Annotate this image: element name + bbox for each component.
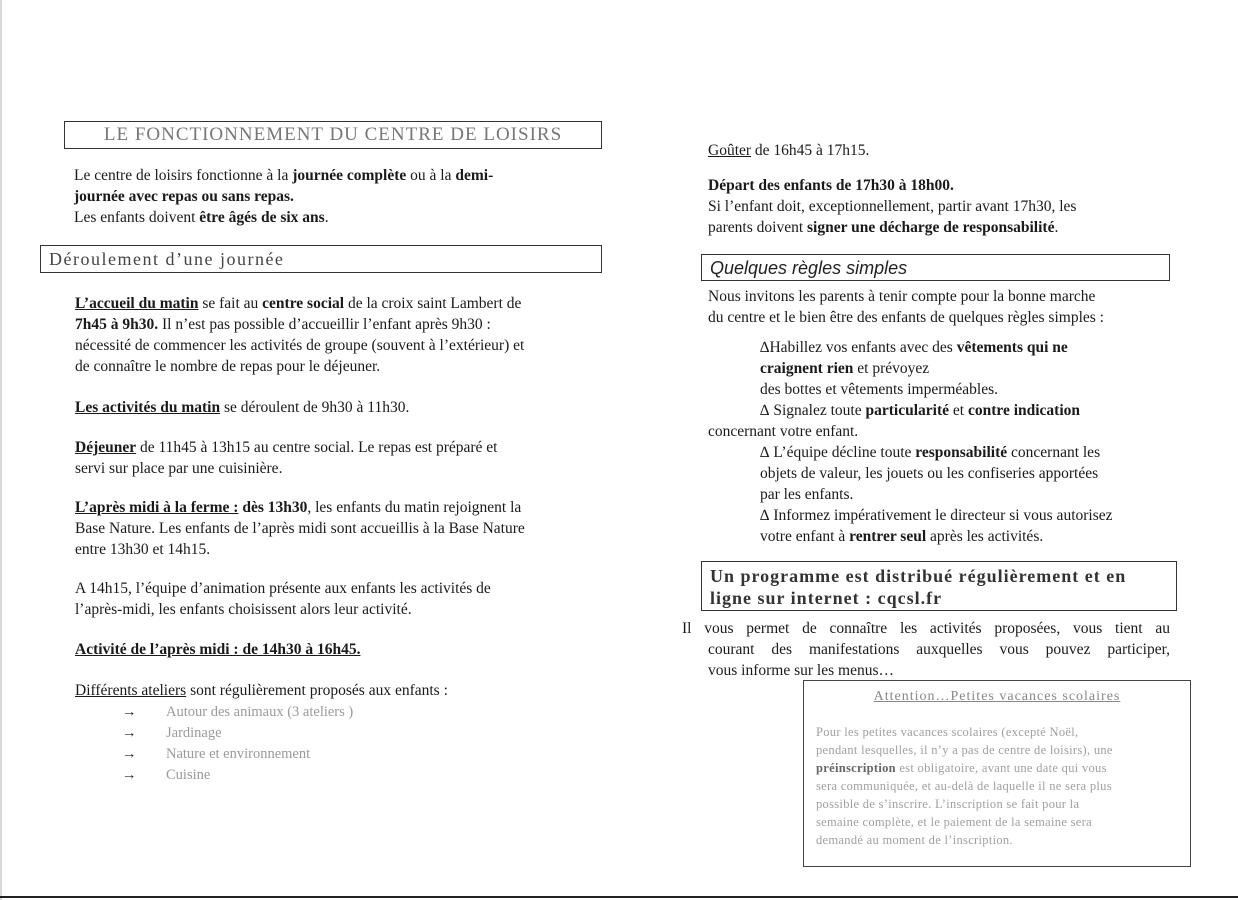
- regles-intro-line: du centre et le bien être des enfants de quelques règles simples :: [708, 309, 1104, 326]
- accueil-text: de la croix saint Lambert de: [344, 295, 522, 312]
- regle-line: objets de valeur, les jouets ou les confiseries apportées: [760, 465, 1099, 482]
- accueil-text: se fait au: [198, 295, 263, 312]
- regle-line: [708, 400, 1188, 421]
- accueil-line: [75, 314, 595, 335]
- gouter-text: de 16h45 à 17h15.: [751, 142, 870, 159]
- ferme-line: Base Nature. Les enfants de l’après midi sont accueillis à la Base Nature: [75, 520, 525, 537]
- ferme-paragraph: [75, 497, 605, 560]
- intro-text: Les enfants doivent: [74, 209, 200, 226]
- regle-line: [708, 505, 1188, 526]
- attention-bold: préinscription: [816, 761, 896, 775]
- list-item: [122, 702, 422, 723]
- dejeuner-line: servi sur place par une cuisinière.: [75, 460, 283, 477]
- activite-apres-midi-label: Activité de l’après midi : de 14h30 à 16h45.: [75, 641, 361, 658]
- attention-line: semaine complète, et le paiement de la semaine sera: [816, 815, 1092, 829]
- regle-line: [708, 526, 1188, 547]
- delta-icon: ∆: [760, 402, 770, 419]
- accueil-line: [75, 293, 595, 314]
- programme-line: Il vous permet de connaître les activités proposées, vous tient au: [682, 620, 1170, 637]
- regle-line: [708, 442, 1188, 463]
- ateliers-label: Différents ateliers: [75, 682, 187, 699]
- attention-line: Pour les petites vacances scolaires (excepté Noël,: [816, 725, 1079, 739]
- programme-title-line: Un programme est distribué régulièrement et en: [710, 566, 1127, 586]
- arrow-right-icon: →: [122, 746, 137, 762]
- regle-text: et prévoyez: [853, 360, 930, 377]
- attention-line: [816, 759, 1180, 777]
- regle-bold: particularité: [865, 402, 949, 419]
- ateliers-text: sont régulièrement proposés aux enfants :: [186, 682, 448, 699]
- equipe-line: A 14h15, l’équipe d’animation présente aux enfants les activités de: [75, 580, 491, 597]
- depart-paragraph: [708, 175, 1188, 238]
- regle-line: concernant votre enfant.: [708, 423, 859, 440]
- programme-line: vous informe sur les menus…: [708, 662, 894, 679]
- accueil-text: Il n’est pas possible d’accueillir l’enfant après 9h30 :: [158, 316, 491, 333]
- list-item: [122, 723, 422, 744]
- depart-title: Départ des enfants de 17h30 à 18h00.: [708, 177, 954, 194]
- regle-text: et: [949, 402, 968, 419]
- attention-body: [816, 723, 1180, 849]
- regle-bold: responsabilité: [915, 444, 1008, 461]
- regles-title-box: [701, 254, 1170, 281]
- arrow-right-icon: →: [122, 725, 137, 741]
- depart-text: parents doivent: [708, 219, 808, 236]
- equipe-line: l’après-midi, les enfants choisissent alors leur activité.: [75, 601, 412, 618]
- depart-text: .: [1054, 219, 1059, 236]
- regles-intro-line: Nous invitons les parents à tenir compte pour la bonne marche: [708, 288, 1096, 305]
- ateliers-list: [122, 702, 422, 786]
- page-left-edge: [0, 0, 2, 900]
- depart-line: [708, 175, 1188, 196]
- programme-title-line: ligne sur internet : cqcsl.fr: [710, 588, 943, 608]
- attention-text: est obligatoire, avant une date qui vous: [895, 761, 1107, 775]
- intro-text: Le centre de loisirs fonctionne à la: [74, 167, 293, 184]
- activites-label: Les activités du matin: [75, 399, 221, 416]
- list-item: [122, 765, 422, 786]
- attention-title: Attention…Petites vacances scolaires: [873, 689, 1121, 704]
- intro-bold: journée complète: [292, 167, 407, 184]
- depart-line: [708, 217, 1188, 238]
- delta-icon: ∆: [760, 339, 770, 356]
- regle-line: [708, 358, 1188, 379]
- ferme-line: entre 13h30 et 14h15.: [75, 541, 211, 558]
- accueil-paragraph: [75, 293, 595, 377]
- regle-text: L’équipe décline toute: [769, 444, 916, 461]
- regle-bold: rentrer seul: [849, 528, 927, 545]
- intro-line: [74, 207, 594, 228]
- attention-line: possible de s’inscrire. L’inscription se fait pour la: [816, 797, 1080, 811]
- regles-title: Quelques règles simples: [710, 258, 908, 278]
- regles-list: [708, 337, 1188, 547]
- regle-bold: craignent rien: [760, 360, 854, 377]
- ferme-bold: dès 13h30: [238, 499, 308, 516]
- regle-text: Habillez vos enfants avec des: [769, 339, 957, 356]
- delta-icon: ∆: [760, 507, 770, 524]
- intro-bold: être âgés de six ans: [199, 209, 325, 226]
- main-title-box: [64, 121, 602, 149]
- regle-text: Signalez toute: [769, 402, 866, 419]
- regle-bold: vêtements qui ne: [956, 339, 1068, 356]
- dejeuner-line: [75, 437, 595, 458]
- regle-text: après les activités.: [926, 528, 1044, 545]
- intro-bold: journée avec repas ou sans repas.: [74, 188, 294, 205]
- regle-text: concernant les: [1007, 444, 1101, 461]
- gouter-paragraph: [708, 140, 1188, 161]
- regle-line: par les enfants.: [760, 486, 854, 503]
- accueil-line: nécessité de commencer les activités de groupe (souvent à l’extérieur) et: [75, 337, 525, 354]
- dejeuner-paragraph: [75, 437, 595, 479]
- atelier-label: Jardinage: [166, 725, 222, 741]
- regle-text: Informez impérativement le directeur si vous autorisez: [769, 507, 1113, 524]
- intro-bold: demi-: [455, 167, 494, 184]
- activites-text: se déroulent de 9h30 à 11h30.: [220, 399, 410, 416]
- attention-line: pendant lesquelles, il n’y a pas de centre de loisirs), une: [816, 743, 1113, 757]
- delta-icon: ∆: [760, 444, 770, 461]
- ferme-text: , les enfants du matin rejoignent la: [307, 499, 522, 516]
- atelier-label: Autour des animaux (3 ateliers ): [166, 704, 354, 720]
- regles-intro: [708, 286, 1188, 328]
- ferme-label: L’après midi à la ferme :: [75, 499, 239, 516]
- intro-text: .: [324, 209, 329, 226]
- section-title: Déroulement d’une journée: [49, 249, 285, 269]
- activites-paragraph: [75, 397, 595, 418]
- intro-line: [74, 165, 594, 186]
- intro-line: [74, 186, 594, 207]
- ferme-line: [75, 497, 605, 518]
- gouter-label: Goûter: [708, 142, 752, 159]
- programme-line: courant des manifestations auxquelles vous pouvez participer,: [708, 641, 1170, 658]
- accueil-bold: 7h45 à 9h30.: [75, 316, 159, 333]
- main-title: LE FONCTIONNEMENT DU CENTRE DE LOISIRS: [103, 124, 563, 145]
- arrow-right-icon: →: [122, 767, 137, 783]
- arrow-right-icon: →: [122, 704, 137, 720]
- ateliers-paragraph: [75, 680, 595, 701]
- accueil-label: L’accueil du matin: [75, 295, 199, 312]
- depart-line: Si l’enfant doit, exceptionnellement, partir avant 17h30, les: [708, 198, 1077, 215]
- atelier-label: Cuisine: [166, 767, 211, 783]
- atelier-label: Nature et environnement: [166, 746, 311, 762]
- regle-line: [708, 337, 1188, 358]
- section-title-box: [40, 245, 602, 273]
- regle-bold: contre indication: [967, 402, 1081, 419]
- accueil-bold: centre social: [262, 295, 345, 312]
- intro-paragraph: [74, 165, 594, 228]
- programme-text: [682, 618, 1170, 681]
- attention-line: sera communiquée, et au-delà de laquelle il ne sera plus: [816, 779, 1112, 793]
- attention-box: [803, 680, 1191, 867]
- list-item: [122, 744, 422, 765]
- activite-apres-midi: [75, 639, 595, 660]
- regle-line: des bottes et vêtements imperméables.: [760, 381, 999, 398]
- equipe-paragraph: [75, 578, 595, 620]
- page-bottom-edge: [0, 896, 1238, 898]
- dejeuner-label: Déjeuner: [75, 439, 137, 456]
- depart-bold: signer une décharge de responsabilité: [807, 219, 1055, 236]
- attention-line: demandé au moment de l’inscription.: [816, 833, 1013, 847]
- accueil-line: de connaître le nombre de repas pour le déjeuner.: [75, 358, 381, 375]
- dejeuner-text: de 11h45 à 13h15 au centre social. Le repas est préparé et: [136, 439, 498, 456]
- intro-text: ou à la: [406, 167, 456, 184]
- programme-title-box: [701, 561, 1177, 611]
- regle-text: votre enfant à: [760, 528, 850, 545]
